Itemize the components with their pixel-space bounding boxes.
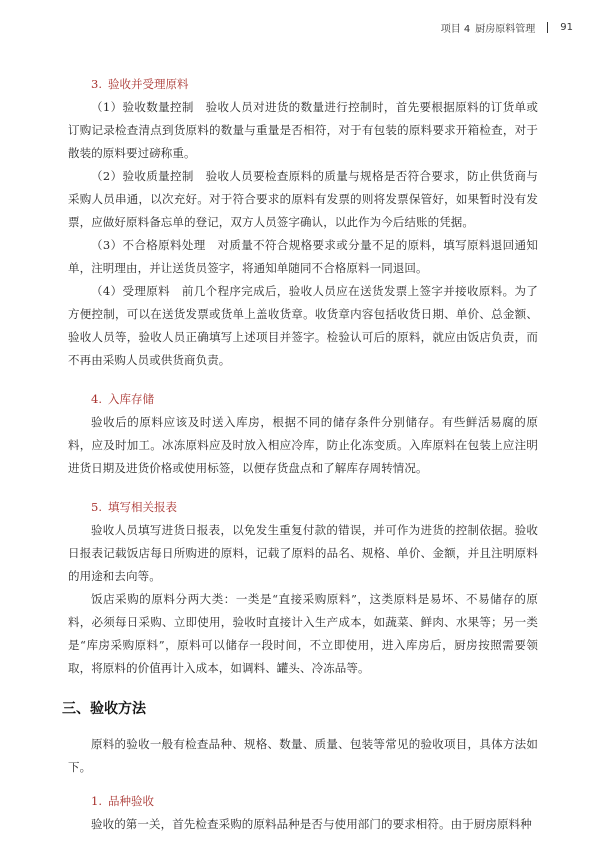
subheading-text: 入库存储 xyxy=(108,392,154,406)
header-chapter-title: 厨房原料管理 xyxy=(475,24,536,35)
running-header xyxy=(441,20,573,35)
subheading-number: 1. xyxy=(91,794,102,808)
subheading-text: 填写相关报表 xyxy=(108,500,177,514)
paragraph: （1）验收数量控制 验收人员对进货的数量进行控制时，首先要根据原料的订货单或订购记录检查清点到货原料的数量与重量是否相符，对于有包装的原料要求开箱检查，对于散装的原料要过磅称重。 xyxy=(68,100,538,160)
paragraph: （2）验收质量控制 验收人员要检查原料的质量与规格是否符合要求，防止供货商与采购人员串通，以次充好。对于符合要求的原料有发票的则将发票保管好，如果暂时没有发票，应做好原料备忘单的登记，双方人员签字确认，以此作为今后结账的凭据。 xyxy=(68,169,538,229)
paragraph: 验收后的原料应该及时送入库房，根据不同的储存条件分别储存。有些鲜活易腐的原料，应及时加工。冰冻原料应及时放入相应冷库，防止化冻变质。入库原料在包装上应注明进货日期及进货价格或使用标签，以便存货盘点和了解库存周转情况。 xyxy=(68,415,538,475)
subheading-number: 3. xyxy=(91,77,102,91)
paragraph: （4）受理原料 前几个程序完成后，验收人员应在送货发票上签字并接收原料。为了方便控制，可以在送货发票或货单上盖收货章。收货章内容包括收货日期、单价、总金额、验收人员等，验收人员正确填写上述项目并签字。检验认可后的原料，就应由饭店负责，而不再由采购人员或供货商负责。 xyxy=(68,284,538,367)
subheading-number: 5. xyxy=(91,500,102,514)
spacer xyxy=(68,480,538,499)
header-chapter: 项目 4 xyxy=(440,24,471,35)
subheading-3 xyxy=(91,76,538,92)
subheading-4 xyxy=(91,391,538,407)
subheading-text: 验收并受理原料 xyxy=(108,77,189,91)
header-divider xyxy=(547,22,548,33)
page-number: 91 xyxy=(560,22,573,33)
paragraph: （3）不合格原料处理 对质量不符合规格要求或分量不足的原料，填写原料退回通知单，注明理由，并让送货员签字，将通知单随同不合格原料一同退回。 xyxy=(68,238,538,275)
subheading-1 xyxy=(91,793,538,809)
spacer xyxy=(68,719,538,733)
section-title: 三、验收方法 xyxy=(62,701,146,717)
subheading-number: 4. xyxy=(91,392,102,406)
paragraph: 验收的第一关，首先检查采购的原料品种是否与使用部门的要求相符。由于厨房原料种 xyxy=(91,817,532,831)
subheading-5 xyxy=(91,499,538,515)
paragraph: 原料的验收一般有检查品种、规格、数量、质量、包装等常见的验收项目，具体方法如下。 xyxy=(68,737,538,774)
page-body xyxy=(62,76,538,836)
spacer xyxy=(68,372,538,391)
spacer xyxy=(68,680,538,699)
subheading-text: 品种验收 xyxy=(108,794,154,808)
paragraph: 饭店采购的原料分两大类：一类是“直接采购原料”，这类原料是易坏、不易储存的原料，必须每日采购、立即使用，验收时直接计入生产成本，如蔬菜、鲜肉、水果等；另一类是“库房采购原料”，原料可以储存一段时间，不立即使用，进入库房后，厨房按照需要领取，将原料的价值再计入成本，如调料、罐头、冷冻品等。 xyxy=(68,592,538,675)
paragraph: 验收人员填写进货日报表，以免发生重复付款的错误，并可作为进货的控制依据。验收日报表记载饭店每日所购进的原料，记载了原料的品名、规格、单价、金额，并且注明原料的用途和去向等。 xyxy=(68,523,538,583)
spacer xyxy=(68,779,538,793)
